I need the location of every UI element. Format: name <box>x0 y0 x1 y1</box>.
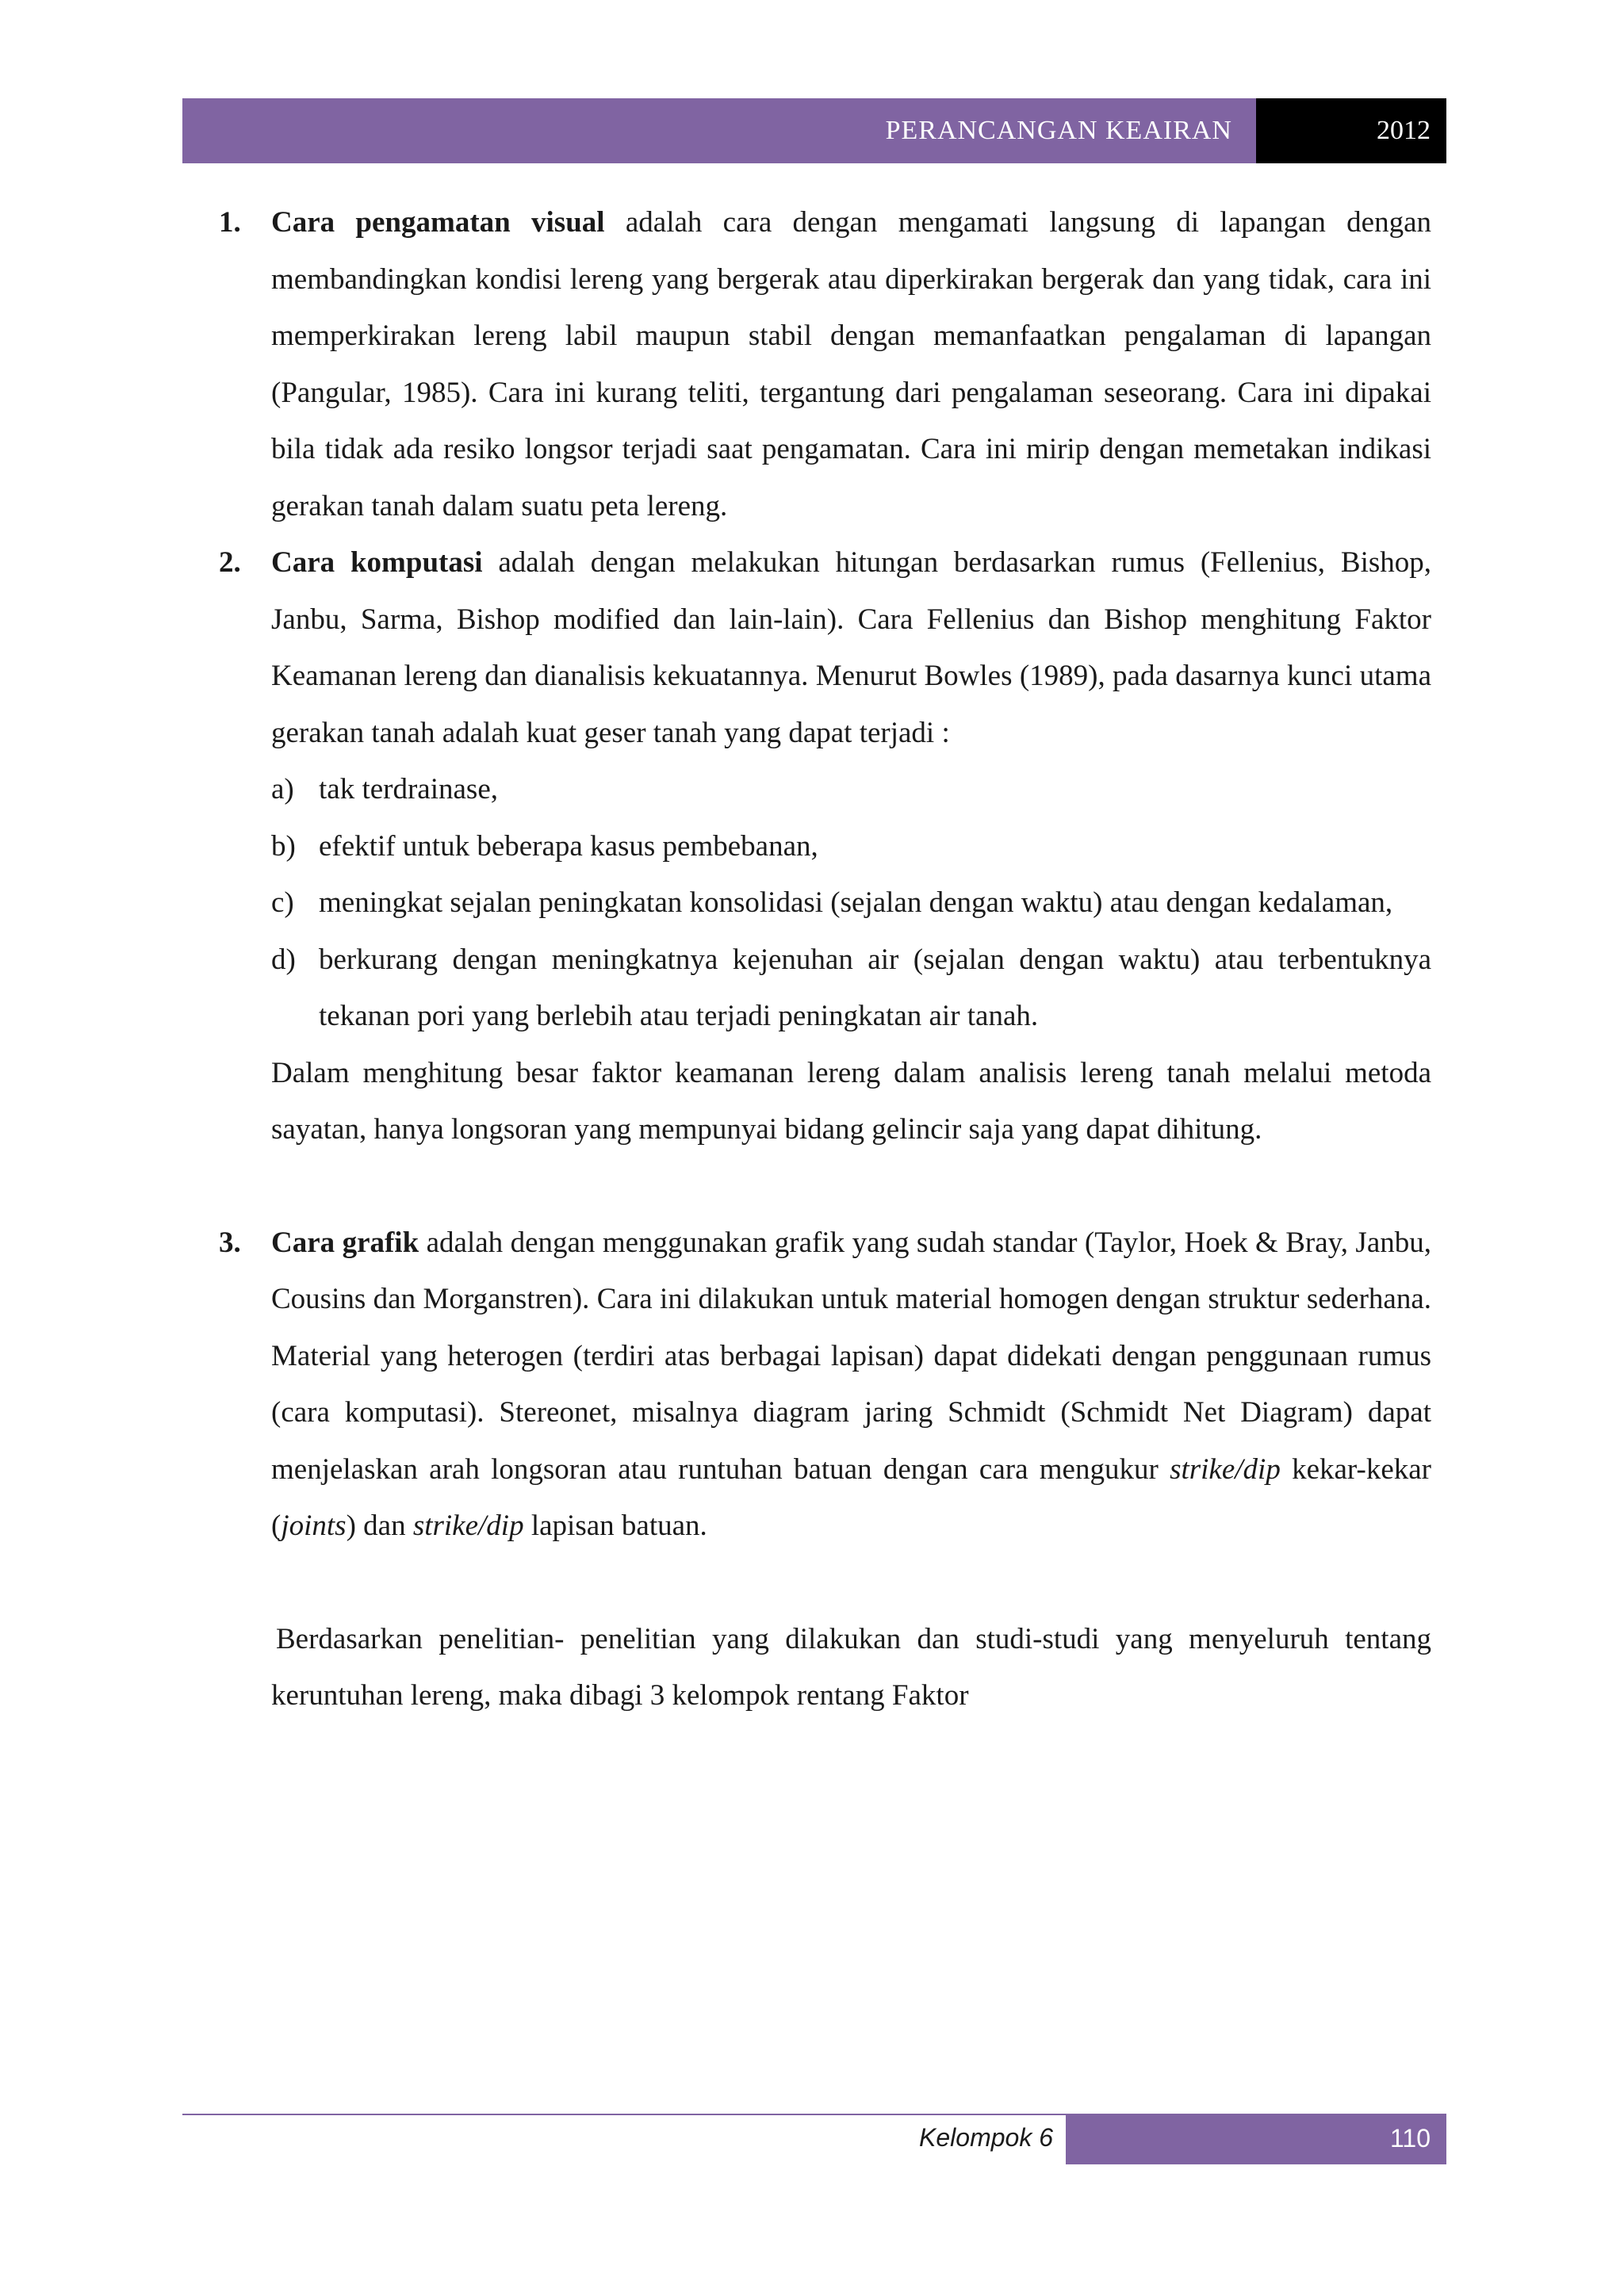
item-term: Cara grafik <box>271 1226 419 1259</box>
sub-item-text: tak terdrainase, <box>319 773 498 806</box>
spacer <box>214 1555 1431 1611</box>
closing-paragraph: Dalam menghitung besar faktor keamanan lereng dalam analisis lereng tanah melalui metoda sayatan, hanya longsoran yang mempunyai bidang gelincir saja yang dapat dihitung. <box>271 1056 1431 1146</box>
list-item-graphic <box>214 1215 1431 1555</box>
item-text: adalah cara dengan mengamati langsung di lapangan dengan membandingkan kondisi lereng yang bergerak atau diperkirakan bergerak dan yang tidak, cara ini memperkirakan lereng labil maupun stabil dengan memanfaatkan pengalaman di lapangan (Pangular, 1985). Cara ini kurang teliti, tergantung dari pengalaman seseorang. Cara ini dipakai bila tidak ada resiko longsor terjadi saat pengamatan. Cara ini mirip dengan memetakan indikasi gerakan tanah dalam suatu peta lereng. <box>271 206 1432 522</box>
list-item-visual <box>214 194 1431 534</box>
header-title: PERANCANGAN KEAIRAN <box>885 116 1232 145</box>
header-title-area <box>182 98 1256 163</box>
item-text: ) dan <box>346 1510 413 1542</box>
footer-group-label: Kelompok 6 <box>919 2123 1053 2152</box>
item-term: Cara pengamatan visual <box>271 206 605 239</box>
item-text: adalah dengan menggunakan grafik yang sudah standar (Taylor, Hoek & Bray, Janbu, Cousins dan Morganstren). Cara ini dilakukan untuk material homogen dengan struktur sederhana. Material yang heterogen (terdiri atas berbagai lapisan) dapat didekati dengan penggunaan rumus (cara komputasi). Stereonet, misalnya diagram jaring Schmidt (Schmidt Net Diagram) dapat menjelaskan arah longsoran atau runtuhan batuan dengan cara mengukur <box>271 1226 1431 1486</box>
item-text: adalah dengan melakukan hitungan berdasarkan rumus (Fellenius, Bishop, Janbu, Sarma, Bishop modified dan lain-lain). Cara Fellenius dan Bishop menghitung Faktor Keamanan lereng dan dianalisis kekuatannya. Menurut Bowles (1989), pada dasarnya kunci utama gerakan tanah adalah kuat geser tanah yang dapat terjadi : <box>271 546 1431 749</box>
italic-term: strike/dip <box>412 1510 524 1542</box>
italic-term: strike/dip <box>1170 1452 1281 1486</box>
sub-item-label: c) <box>271 886 294 919</box>
sub-item-a <box>214 761 1431 818</box>
sub-item-text: berkurang dengan meningkatnya kejenuhan air (sejalan dengan waktu) atau terbentuknya tekanan pori yang berlebih atau terjadi peningkatan air tanah. <box>319 943 1431 1032</box>
sub-item-d <box>214 932 1431 1045</box>
italic-term: joints <box>281 1510 347 1542</box>
page-number: 110 <box>1066 2115 1446 2164</box>
item-text: lapisan batuan. <box>523 1510 707 1542</box>
item-number: 1. <box>219 206 241 239</box>
sub-item-label: b) <box>271 829 296 863</box>
item-number: 3. <box>219 1226 241 1259</box>
item-number: 2. <box>219 546 241 579</box>
list-item-computation <box>214 534 1431 761</box>
item-text: kekar-kekar ( <box>271 1452 1431 1542</box>
final-paragraph: Berdasarkan penelitian- penelitian yang dilakukan dan studi-studi yang menyeluruh tentang keruntuhan lereng, maka dibagi 3 kelompok rentang Faktor <box>271 1622 1431 1712</box>
sub-item-label: d) <box>271 943 296 976</box>
sub-item-text: efektif untuk beberapa kasus pembebanan, <box>319 829 818 863</box>
header-year: 2012 <box>1256 98 1446 163</box>
sub-item-c <box>214 874 1431 932</box>
sub-item-b <box>214 818 1431 875</box>
spacer <box>214 1158 1431 1215</box>
item-term: Cara komputasi <box>271 546 483 579</box>
page-content <box>214 194 1431 1724</box>
sub-item-text: meningkat sejalan peningkatan konsolidasi (sejalan dengan waktu) atau dengan kedalaman, <box>319 886 1393 919</box>
sub-item-label: a) <box>271 773 294 806</box>
